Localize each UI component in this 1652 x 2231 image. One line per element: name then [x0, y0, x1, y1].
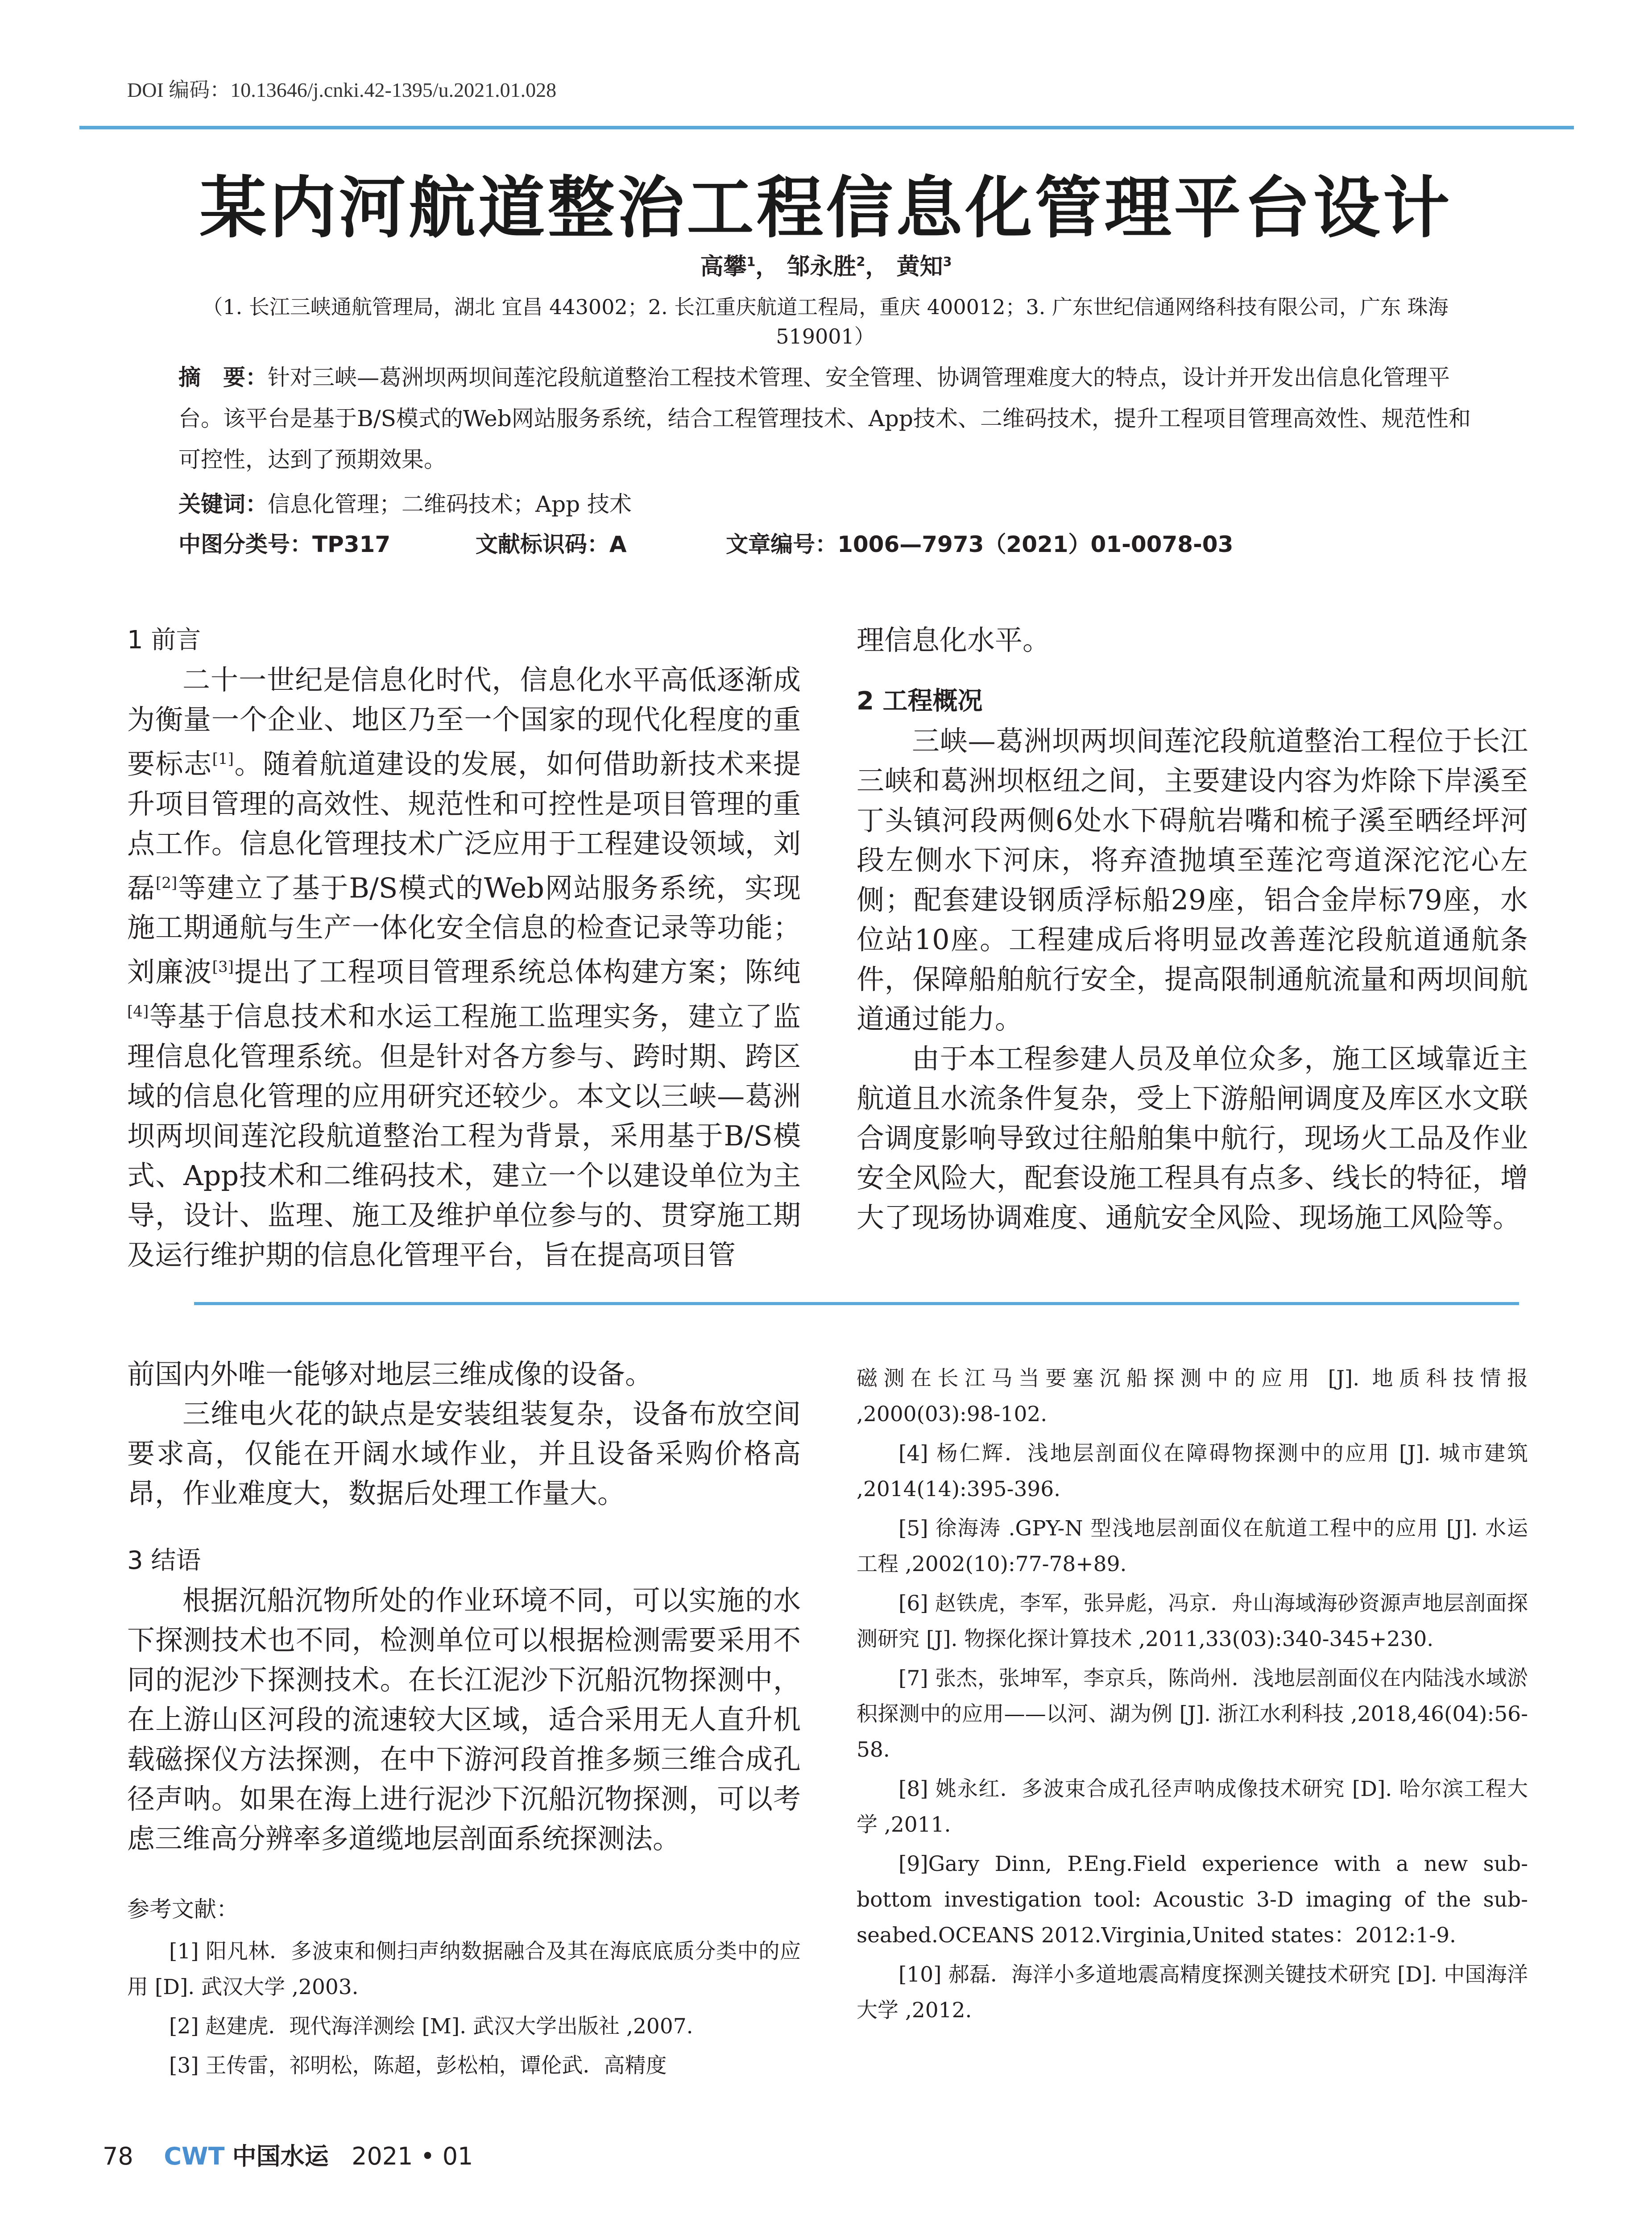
bottom-right-column	[857, 1361, 1528, 2032]
section-heading-intro: 1 前言	[127, 626, 201, 655]
continuation-text: 前国内外唯一能够对地层三维成像的设备。	[127, 1358, 653, 1390]
reference-item: [3] 王传雷，祁明松，陈超，彭松柏，谭伦武．高精度	[169, 2053, 667, 2078]
text-run: 等建立了基于B/S模式的Web网站服务系统，实现施工期通航与生产一体化安全信息的检查记录等功能；刘廉波	[127, 871, 801, 988]
author-affil-mark: 2	[856, 254, 865, 270]
page-footer	[103, 2137, 473, 2172]
bottom-left-column	[127, 1354, 801, 2087]
section-heading-overview: 2 工程概况	[857, 687, 983, 716]
abstract-text: 针对三峡—葛洲坝两坝间莲沱段航道整治工程技术管理、安全管理、协调管理难度大的特点，设计并开发出信息化管理平台。该平台是基于B/S模式的Web网站服务系统，结合工程管理技术、App技术、二维码技术，提升工程项目管理高效性、规范性和可控性，达到了预期效果。	[178, 365, 1471, 473]
reference-list	[127, 1934, 801, 2084]
doc-code-label: 文献标识码：	[475, 531, 609, 557]
reference-item: [8] 姚永红．多波束合成孔径声呐成像技术研究 [D]. 哈尔滨工程大学 ,2011.	[857, 1777, 1528, 1837]
body-paragraph: 三峡—葛洲坝两坝间莲沱段航道整治工程位于长江三峡和葛洲坝枢纽之间，主要建设内容为炸除下岸溪至丁头镇河段两侧6处水下碍航岩嘴和梳子溪至晒经坪河段左侧水下河床，将弃渣抛填至莲沱弯道深沱沱心左侧；配套建设钢质浮标船29座，铝合金岸标79座，水位站10座。工程建成后将明显改善莲沱段航道通航条件，保障船舶航行安全，提高限制通航流量和两坝间航道通过能力。	[857, 725, 1528, 1035]
section-divider	[194, 1302, 1519, 1305]
top-left-column	[127, 620, 801, 1275]
issue-number: 2021 • 01	[352, 2142, 473, 2170]
reference-item: [10] 郝磊．海洋小多道地震高精度探测关键技术研究 [D]. 中国海洋大学 ,2012.	[857, 1962, 1528, 2023]
journal-name: 中国水运	[232, 2142, 329, 2170]
continuation-text: 理信息化水平。	[857, 624, 1051, 656]
reference-item: 磁测在长江马当要塞沉船探测中的应用 [J]. 地质科技情报 ,2000(03):98-102.	[857, 1366, 1528, 1427]
paper-title: 某内河航道整治工程信息化管理平台设计	[199, 169, 1453, 247]
doc-code-value: A	[609, 531, 627, 557]
journal-logo: CWT	[164, 2142, 225, 2170]
affiliations: （1. 长江三峡通航管理局，湖北 宜昌 443002；2. 长江重庆航道工程局，重庆 400012；3. 广东世纪信通网络科技有限公司，广东 珠海 519001）	[202, 295, 1449, 348]
reference-item: [9]Gary Dinn, P.Eng.Field experience with a new sub-bottom investigation tool: Acoustic 3-D imaging of the sub-seabed.OCEANS 2012.Virginia,United states：2012:1-9.	[857, 1852, 1528, 1948]
reference-item: [1] 阳凡林．多波束和侧扫声纳数据融合及其在海底底质分类中的应用 [D]. 武汉大学 ,2003.	[127, 1939, 801, 1999]
body-paragraph: 由于本工程参建人员及单位众多，施工区域靠近主航道且水流条件复杂，受上下游船闸调度及库区水文联合调度影响导致过往船舶集中航行，现场火工品及作业安全风险大，配套设施工程具有点多、线长的特征，增大了现场协调难度、通航安全风险、现场施工风险等。	[857, 1042, 1528, 1234]
author-affil-mark: 1	[746, 254, 756, 270]
author-name: 高攀	[700, 253, 747, 280]
header-rule	[79, 126, 1574, 129]
text-run: 。随着航道建设的发展，如何借助新技术来提升项目管理的高效性、规范性和可控性是项目管理的重点工作。信息化管理技术广泛应用于工程建设领域，刘磊	[127, 747, 801, 904]
classification-line	[178, 527, 1233, 559]
article-no-label: 文章编号：	[726, 531, 838, 557]
keywords	[178, 486, 632, 518]
page-number: 78	[103, 2142, 133, 2170]
abstract	[178, 357, 1472, 480]
clc-label: 中图分类号：	[178, 531, 312, 557]
clc-value: TP317	[312, 531, 391, 557]
reference-item: [7] 张杰，张坤军，李京兵，陈尚州．浅地层剖面仪在内陆浅水域淤积探测中的应用——以河、湖为例 [J]. 浙江水利科技 ,2018,46(04):56-58.	[857, 1666, 1528, 1762]
author-affil-mark: 3	[943, 254, 952, 270]
top-right-column	[857, 620, 1528, 1237]
article-no-value: 1006—7973（2021）01-0078-03	[837, 531, 1234, 557]
body-paragraph	[127, 660, 801, 1275]
text-run: 二十一世纪是信息化时代，信息化水平高低逐渐成为衡量一个企业、地区乃至一个国家的现代化程度的重要标志	[127, 663, 801, 780]
section-heading-conclusion: 3 结语	[127, 1546, 201, 1575]
reference-item: [6] 赵铁虎，李军，张异彪，冯京．舟山海域海砂资源声地层剖面探测研究 [J]. 物探化探计算技术 ,2011,33(03):340-345+230.	[857, 1591, 1528, 1651]
doi-line: DOI 编码：10.13646/j.cnki.42-1395/u.2021.01.028	[127, 79, 557, 101]
text-run: 等基于信息技术和水运工程施工监理实务，建立了监理信息化管理系统。但是针对各方参与、跨时期、跨区域的信息化管理的应用研究还较少。本文以三峡—葛洲坝两坝间莲沱段航道整治工程为背景，采用基于B/S模式、App技术和二维码技术，建立一个以建设单位为主导，设计、监理、施工及维护单位参与的、贯穿施工期及运行维护期的信息化管理平台，旨在提高项目管	[127, 1000, 801, 1271]
reference-item: [2] 赵建虎．现代海洋测绘 [M]. 武汉大学出版社 ,2007.	[169, 2014, 693, 2039]
body-paragraph: 根据沉船沉物所处的作业环境不同，可以实施的水下探测技术也不同，检测单位可以根据检测需要采用不同的泥沙下探测技术。在长江泥沙下沉船沉物探测中，在上游山区河段的流速较大区域，适合采用无人直升机载磁探仪方法探测，在中下游河段首推多频三维合成孔径声呐。如果在海上进行泥沙下沉船沉物探测，可以考虑三维高分辨率多道缆地层剖面系统探测法。	[127, 1584, 801, 1855]
citation-ref[interactable]: [3]	[212, 958, 234, 976]
abstract-label: 摘 要：	[178, 365, 268, 390]
reference-item: [5] 徐海涛 .GPY-N 型浅地层剖面仪在航道工程中的应用 [J]. 水运工程 ,2002(10):77-78+89.	[857, 1516, 1528, 1576]
references-heading: 参考文献：	[127, 1896, 239, 1922]
keywords-text: 信息化管理；二维码技术；App 技术	[268, 491, 632, 517]
citation-ref[interactable]: [4]	[127, 1002, 149, 1020]
reference-item: [4] 杨仁辉．浅地层剖面仪在障碍物探测中的应用 [J]. 城市建筑 ,2014(14):395-396.	[857, 1441, 1528, 1501]
keywords-label: 关键词：	[178, 491, 268, 517]
author-name: 邹永胜	[787, 253, 857, 280]
body-paragraph: 三维电火花的缺点是安装组装复杂，设备布放空间要求高，仅能在开阔水域作业，并且设备采购价格高昂，作业难度大，数据后处理工作量大。	[127, 1397, 801, 1509]
author-list: 高攀$^1$， 邹永胜$^2$， 黄知$^3$	[700, 253, 952, 280]
citation-ref[interactable]: [1]	[212, 750, 234, 768]
citation-ref[interactable]: [2]	[155, 874, 178, 892]
text-run: 提出了工程项目管理系统总体构建方案；陈纯	[233, 955, 801, 988]
author-name: 黄知	[896, 253, 943, 280]
